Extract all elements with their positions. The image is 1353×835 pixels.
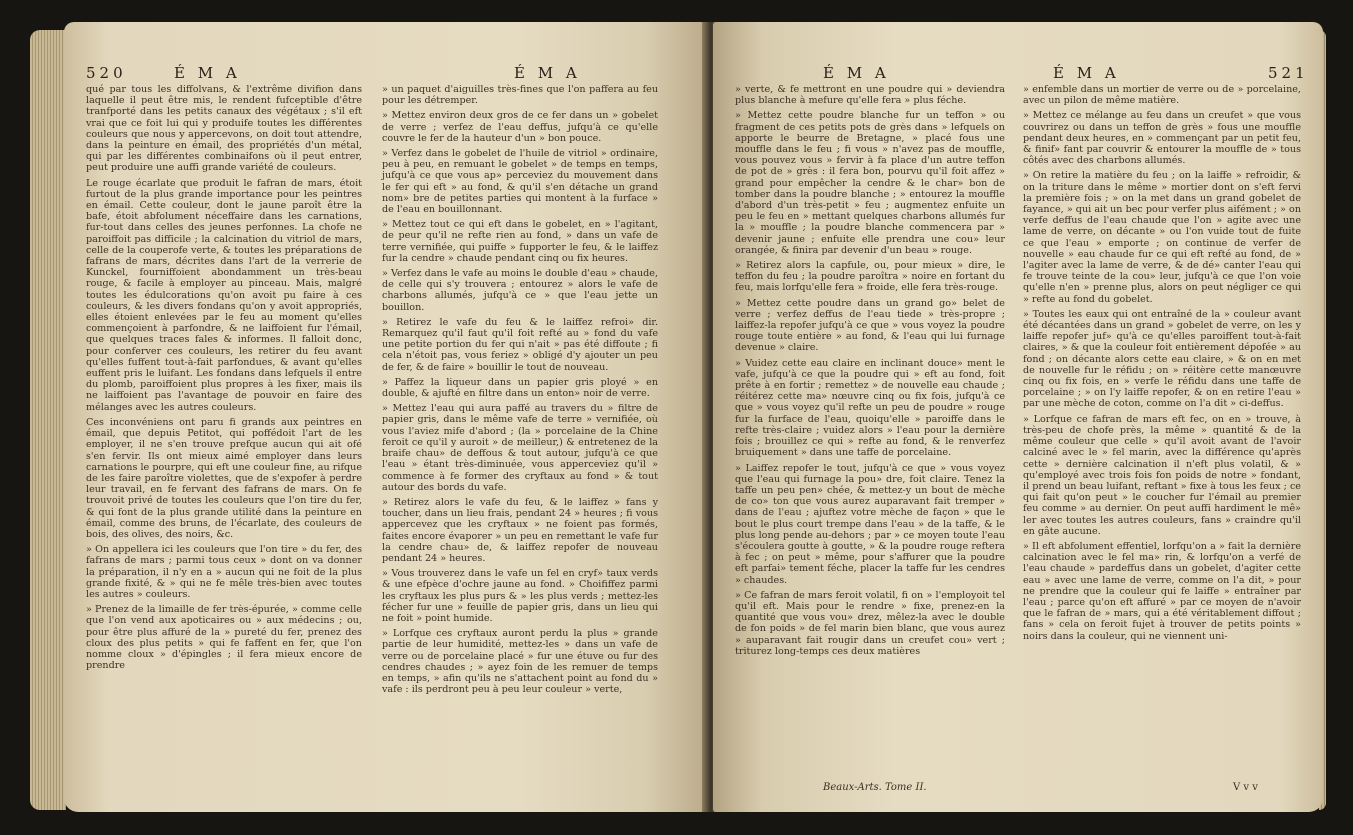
running-head-right-col1: É M A bbox=[823, 64, 890, 82]
paragraph: » Mettez tout ce qui eft dans le gobelet, en » l'agitant, de peur qu'il ne refte rien au fond, » dans un vafe de terre vernifiée, qui puiffe » fupporter le feu, & le laiffez fur la cendre » chaude pendant cinq ou fix heures. bbox=[382, 219, 658, 264]
paragraph: » Vuidez cette eau claire en inclinant douce» ment le vafe, jufqu'à ce que la poudre qui » eft au fond, foit prête à en fortir ; remettez » de nouvelle eau chaude ; réitérez cette ma» nœuvre cinq ou fix fois, jufqu'à ce que » vous voyez qu'il refte un peu de poudre » rouge fur la furface de l'eau, quoiqu'elle » paroiffe dans le refte très-claire ; vuidez alors » l'eau pour la dernière fois ; brouillez ce qui » refte au fond, & le renverfez bruiquement » dans une taffe de porcelaine. bbox=[735, 357, 1005, 459]
page-edges-left bbox=[30, 30, 66, 810]
running-head-left-col1: É M A bbox=[174, 64, 241, 82]
paragraph: » Mettez cette poudre blanche fur un teffon » ou fragment de ces petits pots de grès dans » lefquels on apporte le beurre de Bretagne, » placé fous une mouffle dans le feu ; fi vous » n'avez pas de mouffle, vous pouvez vous » fervir à fa place d'un autre teffon de pot de » grès : il fera bon, pourvu qu'il foit affez » grand pour empêcher la cendre & le char» bon de tomber dans la poudre blanche ; » entourez la mouffle d'abord d'un très-petit » feu ; augmentez enfuite un peu le feu en » mettant quelques charbons allumés fur la » mouffle ; la poudre blanche commencera par » devenir jaune ; enfuite elle prendra une cou» leur orangée, & finira par devenir d'un beau » rouge. bbox=[735, 110, 1005, 256]
open-book bbox=[30, 22, 1326, 812]
paragraph: » On appellera ici les couleurs que l'on tire » du fer, des fafrans de mars ; parmi tous ceux » dont on va donner la préparation, il n'y en a » aucun qui ne foit de la plus grande fixité, & » qui ne fe mêle très-bien avec toutes les autres » couleurs. bbox=[86, 544, 362, 600]
paragraph: » Mettez environ deux gros de ce fer dans un » gobelet de verre ; verfez de l'eau deffus, jufqu'à ce qu'elle couvre le fer de la hauteur d'un » bon pouce. bbox=[382, 110, 658, 144]
running-head-left-col2: É M A bbox=[514, 64, 581, 82]
paragraph: » Retirez alors la capfule, ou, pour mieux » dire, le teffon du feu ; la poudre paroîtra » noire en fortant du feu, mais lorfqu'elle fera » froide, elle fera très-rouge. bbox=[735, 260, 1005, 294]
footer-signature: V v v bbox=[1233, 782, 1258, 793]
paragraph: » enfemble dans un mortier de verre ou de » porcelaine, avec un pilon de même matière. bbox=[1023, 84, 1301, 107]
paragraph: » Mettez l'eau qui aura paffé au travers du » filtre de papier gris, dans le même vafe de terre » vernifiée, où vous l'aviez mife d'abord ; (la » porcelaine de la Chine feroit ce qu'il y auroit » de meilleur,) & entretenez de la braife chau» de deffous & tout autour, jufqu'à ce que l'eau » étant très-diminuée, vous apperceviez qu'il » commence à fe former des cryftaux au fond » & tout autour des bords du vafe. bbox=[382, 403, 658, 493]
paragraph: » Lorfque ces cryftaux auront perdu la plus » grande partie de leur humidité, mettez-les » dans un vafe de verre ou de porcelaine placé » fur une étuve ou fur des cendres chaudes ; » ayez foin de les remuer de temps en temps, » afin qu'ils ne s'attachent point au fond du » vafe : ils perdront peu à peu leur couleur » verte, bbox=[382, 628, 658, 696]
paragraph: » Vous trouverez dans le vafe un fel en cryf» taux verds & une efpèce d'ochre jaune au fond. » Choififfez parmi les cryftaux les plus purs & » les plus verds ; mettez-les fécher fur une » feuille de papier gris, dans un lieu qui ne foit » point humide. bbox=[382, 568, 658, 624]
paragraph: » Retirez alors le vafe du feu, & le laiffez » fans y toucher, dans un lieu frais, pendant 24 » heures ; fi vous appercevez que les cryftaux » ne foient pas formés, faites encore évaporer » un peu en remettant le vafe fur la cendre chau» de, & laiffez repofer de nouveau pendant 24 » heures. bbox=[382, 496, 658, 564]
paragraph: » Mettez ce mélange au feu dans un creufet » que vous couvrirez ou dans un teffon de grès » fous une mouffle pendant deux heures, en » commençant par un petit feu, & finif» fant par couvrir & entourer la mouffle de » tous côtés avec des charbons allumés. bbox=[1023, 110, 1301, 167]
paragraph: » Ce fafran de mars feroit volatil, fi on » l'employoit tel qu'il eft. Mais pour le rendre » fixe, prenez-en la quantité que vous vou» drez, mêlez-la avec le double de fon poids » de fel marin bien blanc, que vous aurez » auparavant fait rougir dans un creufet cou» vert ; triturez long-temps ces deux matières bbox=[735, 589, 1005, 657]
paragraph: Ces inconvéniens ont paru fi grands aux peintres en émail, que depuis Petitot, qui poffédoit l'art de les employer, il ne s'en trouve prefque aucun qui ait ofé s'en fervir. Ils ont mieux aimé employer dans leurs carnations le pourpre, qui eft une couleur fine, au rifque de les faire paroître violettes, que de s'expofer à perdre leur travail, en fe fervant des fafrans de mars. On fe trouvoit privé de toutes les couleurs que l'on tire du fer, & qui font de la plus grande utilité dans la peinture en émail, comme des bruns, de l'écarlate, des couleurs de bois, des olives, des noirs, &c. bbox=[86, 416, 362, 540]
paragraph: » Toutes les eaux qui ont entraîné de la » couleur avant été décantées dans un grand » gobelet de verre, on les y laiffe repofer juf» qu'à ce qu'elles paroiffent tout-à-fait claires, » & que la couleur foit entièrement dépofée » au fond ; on décante alors cette eau claire, » & on en met de nouvelle fur le réfidu ; on » réitère cette manœuvre cinq ou fix fois, en » verfe le réfidu dans une taffe de porcelaine ; » on l'y laiffe repofer, & on en retire l'eau » par une mèche de coton, comme on l'a dit » ci-deffus. bbox=[1023, 308, 1301, 410]
page-number-left: 520 bbox=[86, 64, 127, 82]
paragraph: » Laiffez repofer le tout, jufqu'à ce que » vous voyez que l'eau qui furnage la pou» dre, foit claire. Tenez la taffe un peu pen» chée, & mettez-y un bout de mèche de co» ton que vous aurez auparavant fait tremper » dans de l'eau ; ajuftez votre mèche de façon » que le bout le plus court trempe dans l'eau » de la taffe, & le plus long pende au-dehors ; par » ce moyen toute l'eau s'écoulera goutte à goutte, » & la poudre rouge reftera à fec ; on peut » même, pour s'affurer que la poudre eft parfai» tement féche, placer la taffe fur les cendres » chaudes. bbox=[735, 462, 1005, 586]
paragraph: » Lorfque ce fafran de mars eft fec, on en » trouve, à très-peu de chofe près, la même » quantité & de la même couleur que celle » qu'il avoit avant de l'avoir calciné avec le » fel marin, avec la différence qu'après cette » dernière calcination il n'eft plus volatil, & » qu'employé avec trois fois fon poids de notre » fondant, il prend un beau luifant, reftant » fixe à tous les feux ; ce qui fait qu'on peut » le coucher fur l'émail au premier feu comme » au dernier. On peut auffi hardiment le mê» ler avec toutes les autres couleurs, fans » craindre qu'il en gâte aucune. bbox=[1023, 413, 1301, 537]
paragraph: » Il eft abfolument effentiel, lorfqu'on a » fait la dernière calcination avec le fel ma» rin, & lorfqu'on a verfé de l'eau chaude » pardeffus dans un gobelet, d'agiter cette eau » avec une lame de verre, comme on l'a dit, » pour ne prendre que la couleur qui fe laiffe » entraîner par l'eau ; parce qu'on eft affuré » par ce moyen de n'avoir que le fafran de » mars, qui a été véritablement diffout ; fans » cela on feroit fujet à trouver de petits points » noirs dans la couleur, qui ne viennent uni- bbox=[1023, 540, 1301, 642]
right-page-column-2 bbox=[1023, 84, 1301, 646]
right-page bbox=[713, 22, 1323, 812]
left-page-column-1 bbox=[86, 84, 362, 675]
paragraph: qué par tous les diffolvans, & l'extrême divifion dans laquelle il peut être mis, le rendent fufceptible d'être tranfporté dans les petits canaux des végétaux ; s'il eft vrai que ce foit lui qui y produife toutes les différentes couleurs que nous y appercevons, on doit tout attendre, dans la peinture en émail, des propriétés d'un métal, qui par les différentes combinaifons où il peut entrer, peut produire une auffi grande variété de couleurs. bbox=[86, 84, 362, 174]
paragraph: » Verfez dans le vafe au moins le double d'eau » chaude, de celle qui s'y trouvera ; entourez » alors le vafe de charbons allumés, jufqu'à ce » que l'eau jette un bouillon. bbox=[382, 268, 658, 313]
paragraph: Le rouge écarlate que produit le fafran de mars, étoit furtout de la plus grande importance pour les peintres en émail. Cette couleur, dont le jaune paroît être la bafe, étoit abfolument néceffaire dans les carnations, fur-tout dans celles des jeunes perfonnes. La chofe ne paroiffoit pas difficile ; la calcination du vitriol de mars, celle de la couperofe verte, & toutes les préparations de fafrans de mars, décrites dans l'art de la verrerie de Kunckel, fourniffoient abondamment un très-beau rouge, & facile à employer au pinceau. Mais, malgré toutes les édulcorations qu'on avoit pu faire à ces couleurs, & les divers fondans qu'on y avoit appropriés, elles étoient enlevées par le feu au moment qu'elles commençoient à parfondre, & ne laiffoient fur l'émail, que quelques traces fales & informes. Il falloit donc, pour conferver ces couleurs, les retirer du feu avant qu'elles fuffent tout-à-fait parfondues, & avant qu'elles euffent pris le luifant. Les fondans dans lefquels il entre du plomb, paroiffoient plus propres à les fixer, mais ils ne laiffoient pas l'avantage de pouvoir en faire des mélanges avec les autres couleurs. bbox=[86, 177, 362, 413]
paragraph: » Paffez la liqueur dans un papier gris ployé » en double, & ajufté en filtre dans un enton» noir de verre. bbox=[382, 376, 658, 400]
paragraph: » Verfez dans le gobelet de l'huile de vitriol » ordinaire, peu à peu, en remuant le gobelet » de temps en temps, jufqu'à ce que vous ap» perceviez du mouvement dans le fer qui eft » au fond, & qu'il s'en détache un grand nom» bre de petites parties qui montent à la furface » de l'eau en bouillonnant. bbox=[382, 148, 658, 216]
right-page-column-1 bbox=[735, 84, 1005, 661]
footer-volume-title: Beaux-Arts. Tome II. bbox=[823, 782, 927, 793]
paragraph: » Prenez de la limaille de fer très-épurée, » comme celle que l'on vend aux apoticaires ou » aux médecins ; ou, pour être plus affuré de la » pureté du fer, prenez des cloux des plus petits » qui fe faffent en fer, que l'on nomme cloux » d'épingles ; il fera mieux encore de prendre bbox=[86, 604, 362, 672]
running-head-right-col2: É M A bbox=[1053, 64, 1120, 82]
paragraph: » Mettez cette poudre dans un grand go» belet de verre ; verfez deffus de l'eau tiede » très-propre ; laiffez-la repofer jufqu'à ce que » vous voyez la poudre rouge toute entière » au fond, & l'eau qui lui furnage devenue » claire. bbox=[735, 297, 1005, 354]
paragraph: » On retire la matière du feu ; on la laiffe » refroidir, & on la triture dans le même » mortier dont on s'eft fervi la première fois ; » on la met dans un grand gobelet de fayance, » qui ait un bec pour verfer plus aifément ; » on verfe deffus de l'eau chaude que l'on » agite avec une lame de verre, on décante » ou l'on vuide tout de fuite ce que l'eau » emporte ; on continue de verfer de nouvelle » eau chaude fur ce qui eft refté au fond, de » l'agiter avec la lame de verre, & de dé» canter l'eau qui fe trouve teinte de la cou» leur, jufqu'à ce que l'on voie qu'elle n'en » prenne plus, alors on peut négliger ce qui » refte au fond du gobelet. bbox=[1023, 170, 1301, 305]
left-page-column-2 bbox=[382, 84, 658, 699]
page-number-right: 521 bbox=[1268, 64, 1309, 82]
paragraph: » Retirez le vafe du feu & le laiffez refroi» dir. Remarquez qu'il faut qu'il foit refté au » fond du vafe une petite portion du fer qui n'ait » pas été diffoute ; fi cela n'étoit pas, vous feriez » obligé d'y ajouter un peu de fer, & de faire » bouillir le tout de nouveau. bbox=[382, 316, 658, 373]
paragraph: » un paquet d'aiguilles très-fines que l'on paffera au feu pour les détremper. bbox=[382, 84, 658, 107]
paragraph: » verte, & fe mettront en une poudre qui » deviendra plus blanche à mefure qu'elle fera » plus féche. bbox=[735, 84, 1005, 107]
left-page bbox=[64, 22, 709, 812]
